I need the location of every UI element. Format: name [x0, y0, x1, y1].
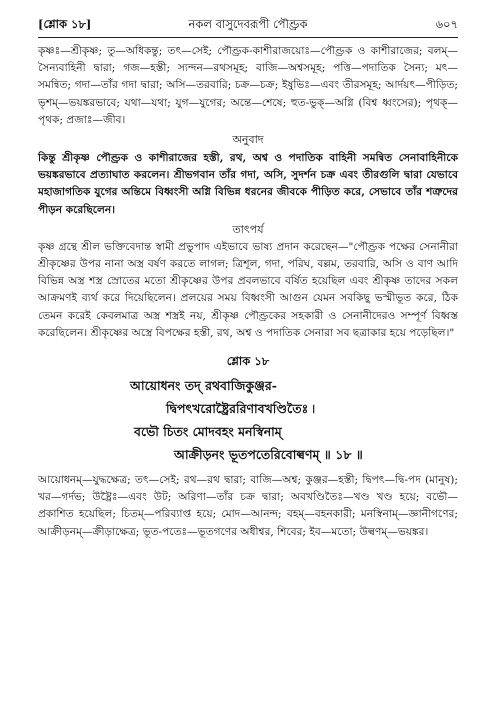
page-number: ৬০৭ [435, 17, 458, 31]
verse-block [38, 374, 458, 466]
verse-line: আক্রীড়নং ভূতপতেরিবোল্বণম্ ॥ ১৮ ॥ [174, 447, 363, 463]
purport-text: কৃষ্ণ গ্রন্থে শ্রীল ভক্তিবেদান্ত স্বামী প্রভুপাদ এইভাবে ভাষ্য প্রদান করেছেন—"পৌণ্ড্রক পক্ষের সেনানীরা শ্রীকৃষ্ণের উপর নানা অস্ত্র বর্ষণ করতে লাগল; ত্রিশূল, গদা, পরিঘ, বল্লম, তরবারি, অসি ও বাণ আদি বিভিন্ন অস্ত্র শস্ত্র স্রোতের মতো শ্রীকৃষ্ণের উপর প্রবলভাবে বর্ষিত হয়েছিল এবং শ্রীকৃষ্ণ তাদের সকল আক্রমণই ব্যর্থ করে দিয়েছিলেন। প্রলয়ের সময় বিধ্বংসী আগুন যেমন সবকিছু ভস্মীভূত করে, ঠিক তেমন করেই কেবলমাত্র অস্ত্র শস্ত্রই নয়, শ্রীকৃষ্ণ পৌণ্ড্রকের সহকারী ও সেনানীদেরও সম্পূর্ণ বিধ্বস্ত করেছিলেন। শ্রীকৃষ্ণের অস্ত্রে বিপক্ষের হস্তী, রথ, অশ্ব ও পদাতিক সেনারা সব ছত্রাকার হয়ে পড়েছিল।" [38, 240, 458, 339]
synonyms-bottom: আয়োধনম্—যুদ্ধক্ষেত্র; তৎ—সেই; রথ—রথ দ্বারা; বাজি—অশ্ব; কুঞ্জর—হস্তী; দ্বিপৎ—দ্বি-পদ (মানুষ); খর—গর্দভ; উষ্ট্রৈঃ—এবং উট; অরিণা—তাঁর চক্র দ্বারা; অবখণ্ডিতৈঃ—খণ্ড খণ্ড হয়ে; বভৌ—প্রকাশিত হয়েছিল; চিতম্—পরিব্যাপ্ত হয়ে; মোদ—আনন্দ; বহম্—বহনকারী; মনস্বিনাম্—জ্ঞানীগণের; আক্রীড়নম্—ক্রীড়াক্ষেত্র; ভূত-পতেঃ—ভূতগণের অধীশ্বর, শিবের; ইব—মতো; উল্বণম্—ভয়ঙ্কর। [38, 474, 458, 538]
verse-line: আয়োধনং তদ্ রথবাজিকুঞ্জর- [130, 378, 277, 394]
chapter-title: নকল বাসুদেবরূপী পৌণ্ড্রক [188, 17, 308, 31]
synonyms-top: কৃষ্ণঃ—শ্রীকৃষ্ণ; তু—অধিকন্তু; তৎ—সেই; পৌণ্ড্রক-কাশীরাজয়োঃ—পৌণ্ড্রক ও কাশীরাজের; বলম্—সৈন্যবাহিনী দ্বারা; গজ—হস্তী; স্যন্দন—রথসমূহ; বাজি—অশ্বসমূহ; পত্তি—পদাতিক সৈন্য; মৎ—সমন্বিত; গদা—তাঁর গদা দ্বারা; অসি—তরবারি; চক্র—চক্র; ইষুভিঃ—এবং তীরসমূহ; আর্দয়ৎ—পীড়িত; ভৃশম্—ভয়ঙ্করভাবে; যথা—যথা; যুগ—যুগের; অন্তে—শেষে; হুত-ভুক্—অগ্নি (বিশ্ব ধ্বংসের); পৃথক্—পৃথক; প্রজাঃ—জীব। [38, 45, 458, 126]
translation-text: কিন্তু শ্রীকৃষ্ণ পৌণ্ড্রক ও কাশীরাজের হস্তী, রথ, অশ্ব ও পদাতিক বাহিনী সমন্বিত সেনাবাহিনীকে ভয়ঙ্করভাবে প্রত্যাঘাত করলেন। শ্রীভগবান তাঁর গদা, অসি, সুদর্শন চক্র এবং তীরগুলি দ্বারা যেভাবে মহাজাগতিক যুগের অন্তিমে বিধ্বংসী অগ্নি বিভিন্ন ধরনের জীবকে পীড়িত করে, সেভাবে তাঁর শত্রুদের পীড়ন করেছিলেন। [38, 152, 458, 216]
page-header [38, 16, 458, 34]
book-page [38, 16, 458, 541]
verse-line: দ্বিপৎখরোষ্ট্রৈররিণাবখণ্ডিতৈঃ ৷ [166, 401, 315, 417]
verse-title: শ্লোক ১৮ [226, 354, 270, 369]
verse-line: বভৌ চিতং মোদবহং মনস্বিনাম্ [134, 424, 282, 440]
translation-heading: অনুবাদ [232, 133, 264, 147]
verse-reference: [শ্লোক ১৮] [38, 17, 92, 31]
header-divider [38, 37, 458, 38]
purport-heading: তাৎপর্য [232, 222, 264, 236]
